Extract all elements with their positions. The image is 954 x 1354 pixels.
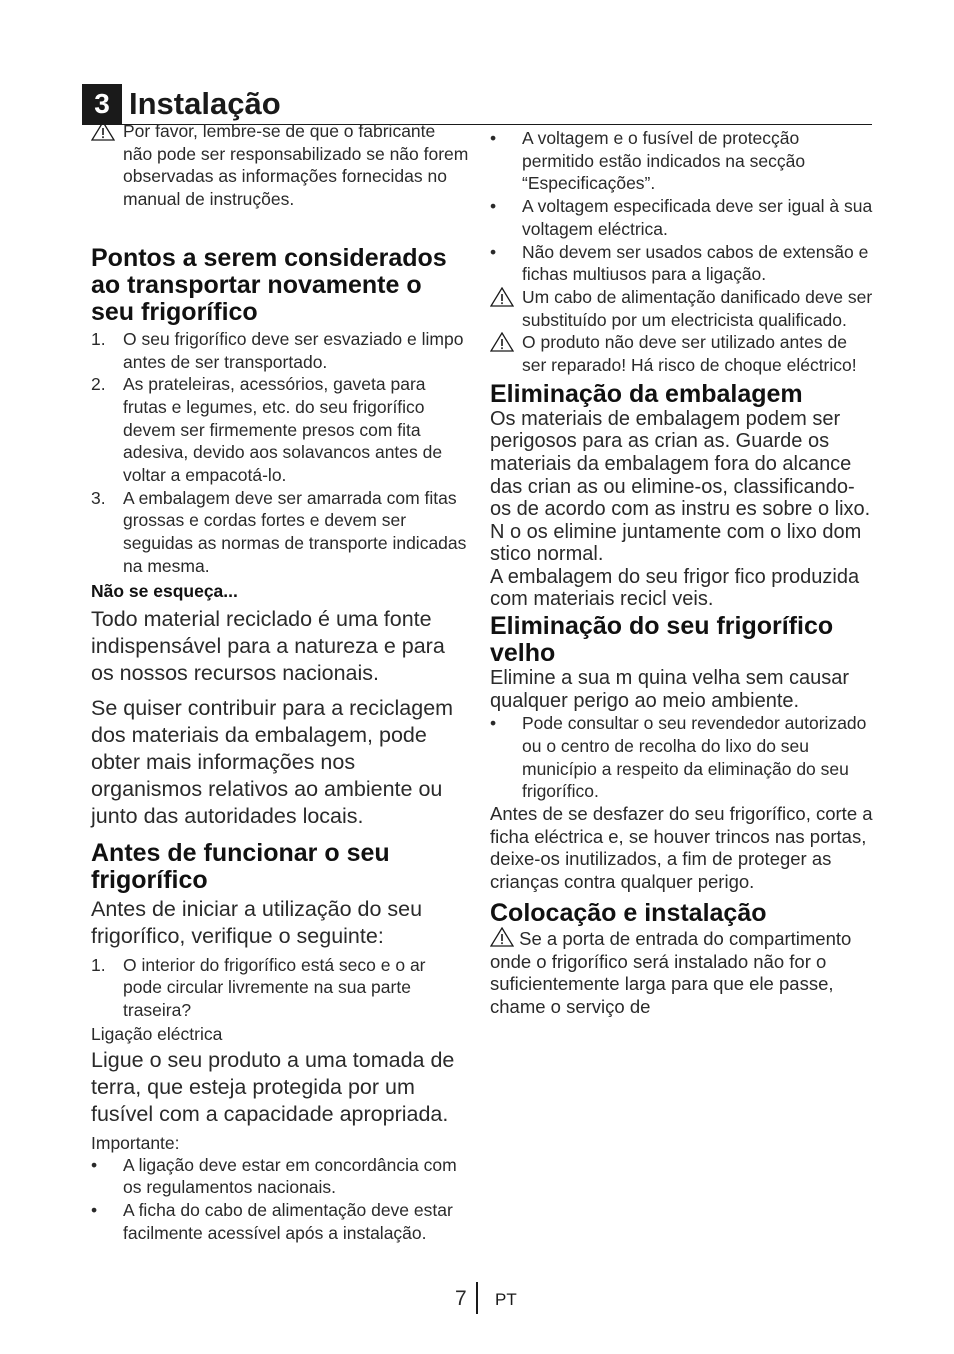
list-item: 2. As prateleiras, acessórios, gaveta para frutas e legumes, etc. do seu frigorífico devem ser firmemente presos com fita adesiva, devido aos solavancos antes de voltar a empacotá-lo. <box>91 374 443 486</box>
chapter-number: 3 <box>82 84 122 124</box>
page-number: 7 <box>455 1287 467 1310</box>
warning-icon <box>490 332 514 352</box>
old-fridge-text: Elimine a sua m quina velha sem causar qualquer perigo ao meio ambiente. <box>490 667 850 712</box>
recycle-paragraph-2: Se quiser contribuir para a reciclagem dos materiais da embalagem, pode obter mais informações nos organismos relativos ao ambiente ou junto das autoridades locais. <box>91 695 454 828</box>
list-item: • A ligação deve estar em concordância com os regulamentos nacionais. <box>91 1154 457 1198</box>
list-item: • Não devem ser usados cabos de extensão e fichas multiusos para a ligação. <box>490 241 869 285</box>
dont-forget-label: Não se esqueça... <box>91 580 238 601</box>
list-item: • A voltagem e o fusível de protecção permitido estão indicados na secção “Especificações”. <box>490 128 806 194</box>
footer-divider <box>476 1282 478 1314</box>
before-heading: Antes de funcionar o seu frigorífico <box>91 838 390 894</box>
packaging-text: Os materiais de embalagem podem ser perigosos para as crian as. Guarde os materiais da embalagem fora do alcance das crian as ou elimine-os, classificando-os de acordo com as instru es sobre o lixo. N o os elimine juntamente com o lixo dom stico normal. <box>490 407 871 566</box>
list-item: • A ficha do cabo de alimentação deve estar facilmente acessível após a instalação. <box>91 1200 453 1243</box>
old-fridge-text-2: Antes de se desfazer do seu frigorífico, corte a ficha eléctrica e, se houver trincos nas portas, deixe-os inutilizados, a fim de proteger as crianças contra qualquer perigo. <box>490 803 873 893</box>
list-item: • A voltagem especificada deve ser igual à sua voltagem eléctrica. <box>490 196 873 239</box>
before-intro: Antes de iniciar a utilização do seu frigorífico, verifique o seguinte: <box>91 896 423 948</box>
warning-icon <box>91 121 115 141</box>
list-item: 1. O seu frigorífico deve ser esvaziado e limpo antes de ser transportado. <box>91 328 464 372</box>
placement-heading: Colocação e instalação <box>490 898 767 927</box>
warning-icon <box>490 927 514 947</box>
chapter-header <box>82 84 872 125</box>
packaging-text-2: A embalagem do seu frigor fico produzida com materiais recicl veis. <box>490 565 860 611</box>
old-fridge-list <box>490 712 874 803</box>
warning-icon <box>490 287 514 307</box>
recycle-paragraph-1: Todo material reciclado é uma fonte indispensável para a natureza e para os nossos recursos nacionais. <box>91 606 445 685</box>
language-code: PT <box>495 1290 517 1309</box>
cable-warning: Um cabo de alimentação danificado deve ser substituído por um electricista qualificado. <box>490 286 874 331</box>
important-list <box>91 1154 469 1245</box>
voltage-list <box>490 127 874 286</box>
right-column <box>490 127 874 1019</box>
old-fridge-heading: Eliminação do seu frigorífico velho <box>490 612 834 668</box>
placement-warning: Se a porta de entrada do compartimento onde o frigorífico será instalado não for o suficientemente larga para que ele passe, chame o serviço de <box>490 927 852 1017</box>
repair-warning: O produto não deve ser utilizado antes de ser reparado! Há risco de choque eléctrico! <box>490 331 874 376</box>
list-item: 3. A embalagem deve ser amarrada com fitas grossas e cordas fortes e devem ser seguidas as normas de transporte indicadas na mesma. <box>91 487 467 576</box>
intro-warning <box>91 120 469 211</box>
before-list <box>91 954 469 1022</box>
list-item: • Pode consultar o seu revendedor autorizado ou o centro de recolha do lixo do seu município a respeito da eliminação do seu frigorífico. <box>490 713 867 802</box>
electric-text: Ligue o seu produto a uma tomada de terra, que esteja protegida por um fusível com a capacidade apropriada. <box>91 1047 455 1126</box>
intro-warning-text: Por favor, lembre-se de que o fabricante não pode ser responsabilizado se não forem observadas as informações fornecidas no manual de instruções. <box>123 121 469 210</box>
transport-heading: Pontos a serem considerados ao transportar novamente o seu frigorífico <box>91 243 447 326</box>
packaging-heading: Eliminação da embalagem <box>490 379 803 408</box>
important-label: Importante: <box>91 1132 180 1153</box>
list-item: 1. O interior do frigorífico está seco e o ar pode circular livremente na sua parte traseira? <box>91 954 426 1020</box>
transport-list <box>91 328 469 578</box>
electric-label: Ligação eléctrica <box>91 1023 223 1044</box>
left-column <box>91 120 469 1244</box>
chapter-title: Instalação <box>129 86 281 121</box>
